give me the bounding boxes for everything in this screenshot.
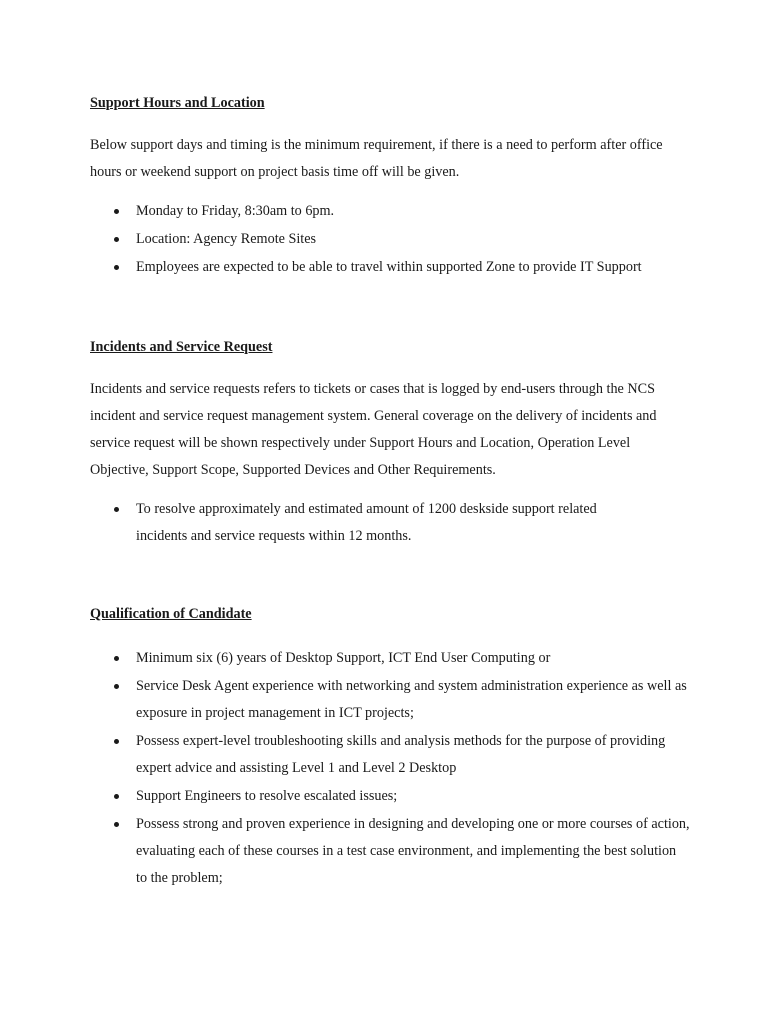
list-item bbox=[90, 645, 690, 672]
list-item-text: Employees are expected to be able to travel within supported Zone to provide IT Support bbox=[136, 259, 642, 275]
section-qualification bbox=[90, 605, 690, 893]
section-paragraph: Incidents and service requests refers to tickets or cases that is logged by end-users through the NCS incident and service request management system. General coverage on the delivery of incidents and service request will be shown respectively under Support Hours and Location, Operation Level Objective, Support Scope, Supported Devices and Other Requirements. bbox=[90, 381, 657, 478]
list-item bbox=[90, 198, 690, 225]
list-item bbox=[90, 673, 690, 727]
list-item bbox=[90, 226, 690, 253]
bullet-icon bbox=[114, 684, 119, 689]
bullet-icon bbox=[114, 507, 119, 512]
list-item-text: Service Desk Agent experience with networking and system administration experience as well as exposure in project management in ICT projects; bbox=[136, 678, 687, 721]
section-heading: Qualification of Candidate bbox=[90, 606, 252, 622]
list-item-text: Support Engineers to resolve escalated issues; bbox=[136, 788, 398, 804]
list-item bbox=[90, 254, 690, 281]
list-item bbox=[90, 496, 650, 550]
bullet-icon bbox=[114, 656, 119, 661]
bullet-icon bbox=[114, 822, 119, 827]
bullet-icon bbox=[114, 209, 119, 214]
list-item-text: Possess strong and proven experience in designing and developing one or more courses of action, evaluating each of these courses in a test case environment, and implementing the best solution to the problem; bbox=[136, 816, 690, 886]
section-heading: Incidents and Service Request bbox=[90, 339, 273, 355]
bullet-list bbox=[90, 198, 690, 281]
bullet-icon bbox=[114, 794, 119, 799]
list-item-text: Monday to Friday, 8:30am to 6pm. bbox=[136, 203, 335, 219]
list-item-text: To resolve approximately and estimated amount of 1200 deskside support related incidents and service requests within 12 months. bbox=[136, 501, 597, 544]
bullet-icon bbox=[114, 237, 119, 242]
list-item bbox=[90, 811, 690, 892]
list-item-text: Minimum six (6) years of Desktop Support, ICT End User Computing or bbox=[136, 650, 551, 666]
section-support-hours bbox=[90, 94, 690, 282]
bullet-list bbox=[90, 496, 650, 550]
list-item bbox=[90, 728, 690, 782]
section-paragraph: Below support days and timing is the minimum requirement, if there is a need to perform after office hours or weekend support on project basis time off will be given. bbox=[90, 137, 663, 180]
section-incidents bbox=[90, 338, 690, 551]
list-item bbox=[90, 783, 690, 810]
bullet-list bbox=[90, 645, 690, 892]
bullet-icon bbox=[114, 739, 119, 744]
bullet-icon bbox=[114, 265, 119, 270]
list-item-text: Possess expert-level troubleshooting skills and analysis methods for the purpose of providing expert advice and assisting Level 1 and Level 2 Desktop bbox=[136, 733, 666, 776]
list-item-text: Location: Agency Remote Sites bbox=[136, 231, 317, 247]
section-heading: Support Hours and Location bbox=[90, 95, 265, 111]
